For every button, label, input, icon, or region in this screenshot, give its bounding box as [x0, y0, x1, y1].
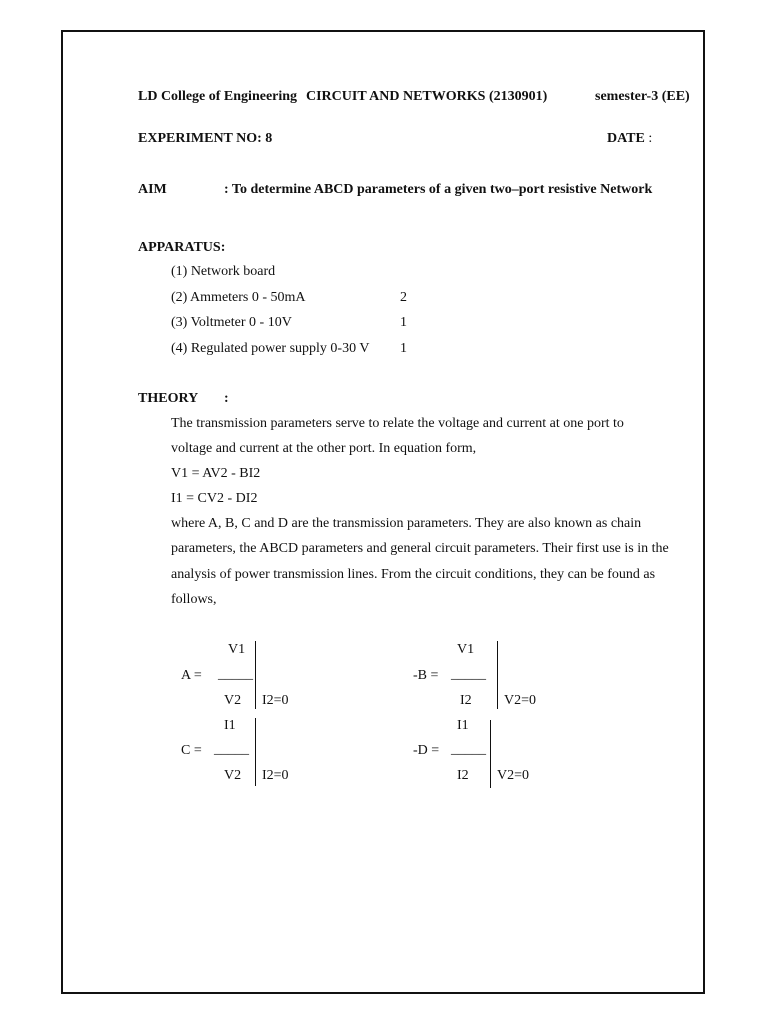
apparatus-qty: 1 — [400, 315, 407, 330]
formula-d-condition: V2=0 — [497, 768, 530, 783]
formula-c-denominator: V2 — [224, 768, 242, 783]
apparatus-item: (3) Voltmeter 0 - 10V — [171, 315, 292, 330]
aim-label: AIM — [138, 182, 167, 197]
formula-d-lhs: -D = — [413, 743, 440, 758]
formula-b-fraction-line: _____ — [451, 667, 486, 682]
formula-d-numerator: I1 — [457, 718, 469, 733]
aim-text: : To determine ABCD parameters of a given two–port resistive Network — [224, 182, 653, 197]
formula-d-evaluation-bar — [490, 720, 491, 788]
apparatus-item: (4) Regulated power supply 0-30 V — [171, 341, 370, 356]
theory-heading: THEORY — [138, 391, 199, 406]
theory-line: parameters, the ABCD parameters and general circuit parameters. Their first use is in the — [171, 541, 669, 556]
formula-a-denominator: V2 — [224, 693, 242, 708]
formula-c-numerator: I1 — [224, 718, 236, 733]
subject-title: CIRCUIT AND NETWORKS (2130901) — [306, 89, 548, 104]
college-name: LD College of Engineering — [138, 89, 298, 104]
formula-b-denominator: I2 — [460, 693, 472, 708]
formula-c-evaluation-bar — [255, 718, 256, 786]
date-field — [607, 131, 652, 147]
equation-v1: V1 = AV2 - BI2 — [171, 466, 261, 481]
experiment-number: EXPERIMENT NO: 8 — [138, 131, 273, 146]
theory-line: voltage and current at the other port. In equation form, — [171, 441, 477, 456]
formula-c-lhs: C = — [181, 743, 202, 758]
apparatus-qty: 2 — [400, 290, 407, 305]
formula-a-fraction-line: _____ — [218, 667, 253, 682]
formula-a-lhs: A = — [181, 668, 202, 683]
formula-c-fraction-line: _____ — [214, 742, 249, 757]
formula-d-denominator: I2 — [457, 768, 469, 783]
page-border — [61, 30, 705, 994]
formula-b-evaluation-bar — [497, 641, 498, 709]
theory-line: analysis of power transmission lines. From the circuit conditions, they can be found as — [171, 567, 656, 582]
formula-a-condition: I2=0 — [262, 693, 289, 708]
equation-i1: I1 = CV2 - DI2 — [171, 491, 258, 506]
date-colon: : — [648, 131, 653, 146]
apparatus-qty: 1 — [400, 341, 407, 356]
theory-line: The transmission parameters serve to relate the voltage and current at one port to — [171, 416, 624, 431]
apparatus-item: (1) Network board — [171, 264, 276, 279]
date-label: DATE — [607, 131, 645, 146]
apparatus-heading: APPARATUS: — [138, 240, 226, 255]
formula-b-condition: V2=0 — [504, 693, 537, 708]
theory-line: where A, B, C and D are the transmission parameters. They are also known as chain — [171, 516, 642, 531]
formula-d-fraction-line: _____ — [451, 742, 486, 757]
semester: semester-3 (EE) — [595, 89, 690, 104]
formula-a-evaluation-bar — [255, 641, 256, 709]
formula-b-lhs: -B = — [413, 668, 439, 683]
theory-line: follows, — [171, 592, 217, 607]
theory-colon: : — [224, 391, 229, 406]
formula-b-numerator: V1 — [457, 642, 475, 657]
apparatus-item: (2) Ammeters 0 - 50mA — [171, 290, 306, 305]
formula-c-condition: I2=0 — [262, 768, 289, 783]
formula-a-numerator: V1 — [228, 642, 246, 657]
